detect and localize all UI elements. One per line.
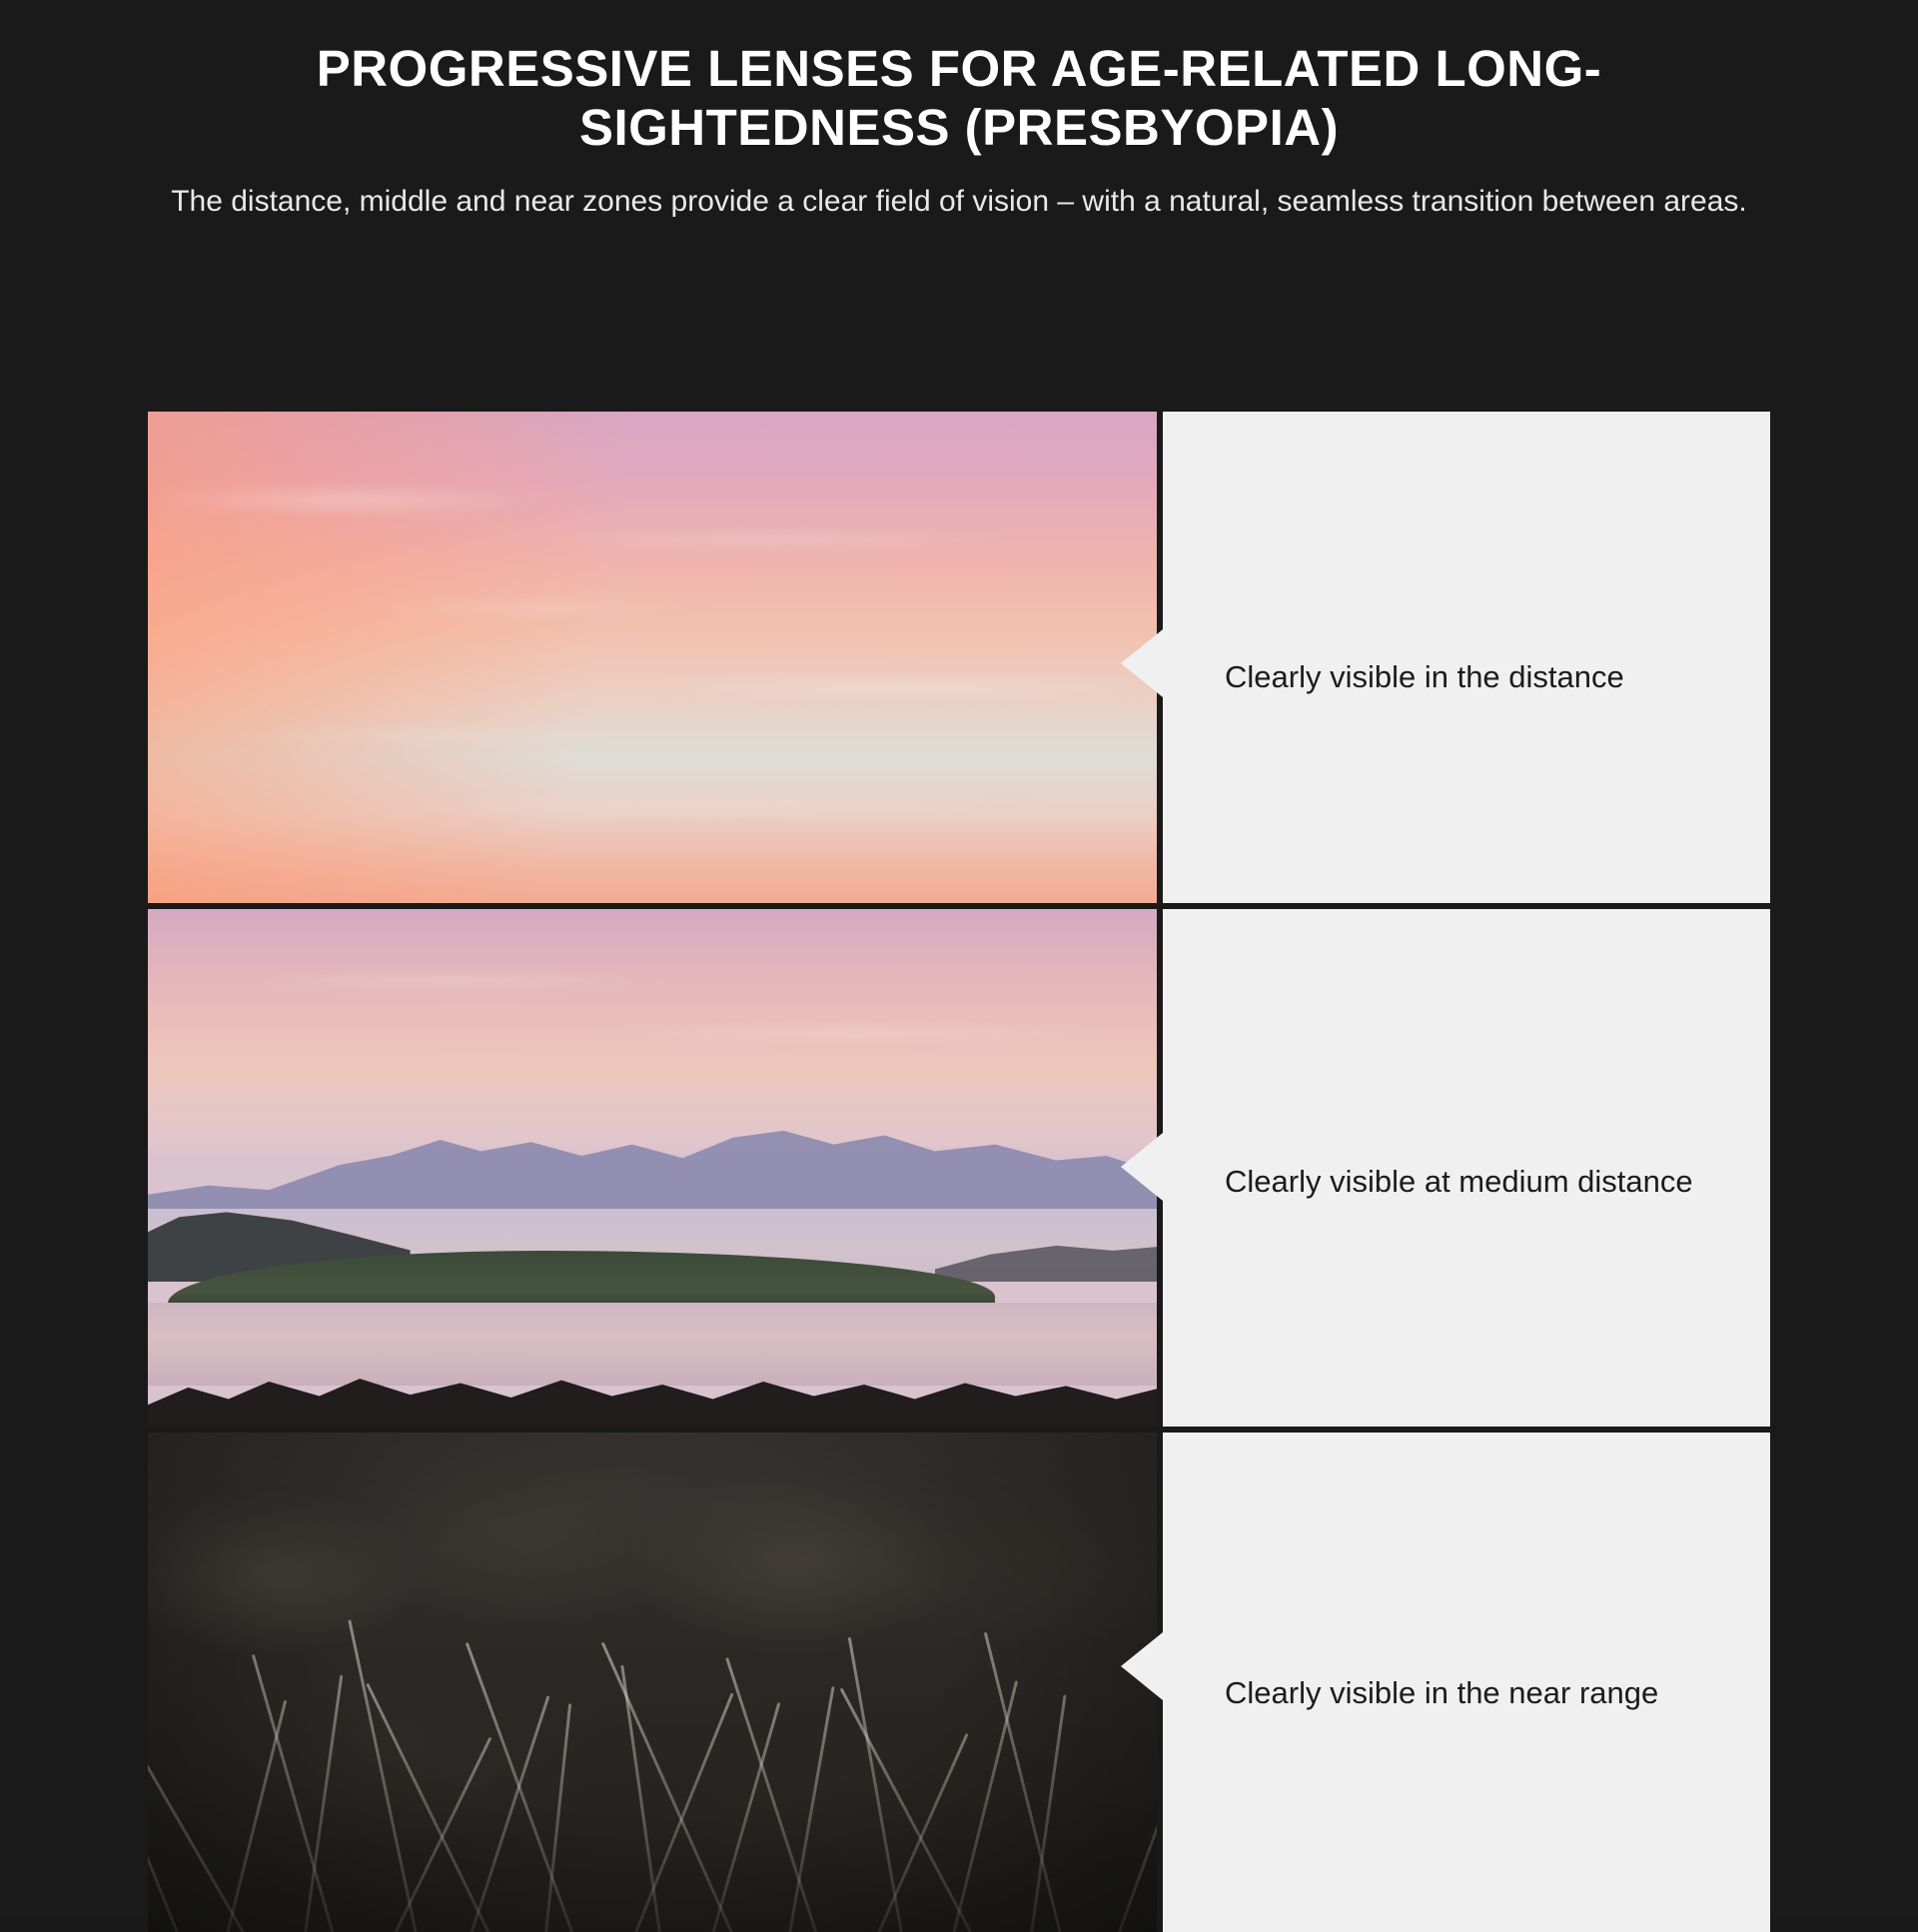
callout-arrow-icon	[1121, 1133, 1163, 1201]
zone-callout-near	[1163, 1433, 1770, 1932]
zone-row-near	[148, 1433, 1770, 1932]
zone-label-near: Clearly visible in the near range	[1225, 1674, 1659, 1710]
zone-callout-medium	[1163, 909, 1770, 1427]
header	[0, 0, 1918, 224]
page-title: PROGRESSIVE LENSES FOR AGE-RELATED LONG-SIGHTEDNESS (PRESBYOPIA)	[316, 40, 1602, 156]
zone-callout-distance	[1163, 412, 1770, 903]
near-foliage-graphic	[148, 1433, 1157, 1932]
sunset-sky-graphic	[148, 412, 1157, 903]
callout-arrow-icon	[1121, 1632, 1163, 1700]
vignette-overlay	[148, 1433, 1157, 1932]
landscape-graphic	[148, 909, 1157, 1427]
callout-arrow-icon	[1121, 629, 1163, 697]
zone-label-medium: Clearly visible at medium distance	[1225, 1163, 1693, 1199]
zone-row-distance	[148, 412, 1770, 903]
zone-image-near	[148, 1433, 1157, 1932]
zone-list	[148, 412, 1770, 1932]
sky-layer	[148, 909, 1157, 1147]
zone-image-medium	[148, 909, 1157, 1427]
foreground-water-layer	[148, 1303, 1157, 1386]
zone-image-distance	[148, 412, 1157, 903]
zone-row-medium	[148, 909, 1770, 1427]
zone-label-distance: Clearly visible in the distance	[1225, 658, 1624, 694]
page-subtitle: The distance, middle and near zones provide a clear field of vision – with a natural, seamless transition between areas.	[171, 185, 1747, 219]
